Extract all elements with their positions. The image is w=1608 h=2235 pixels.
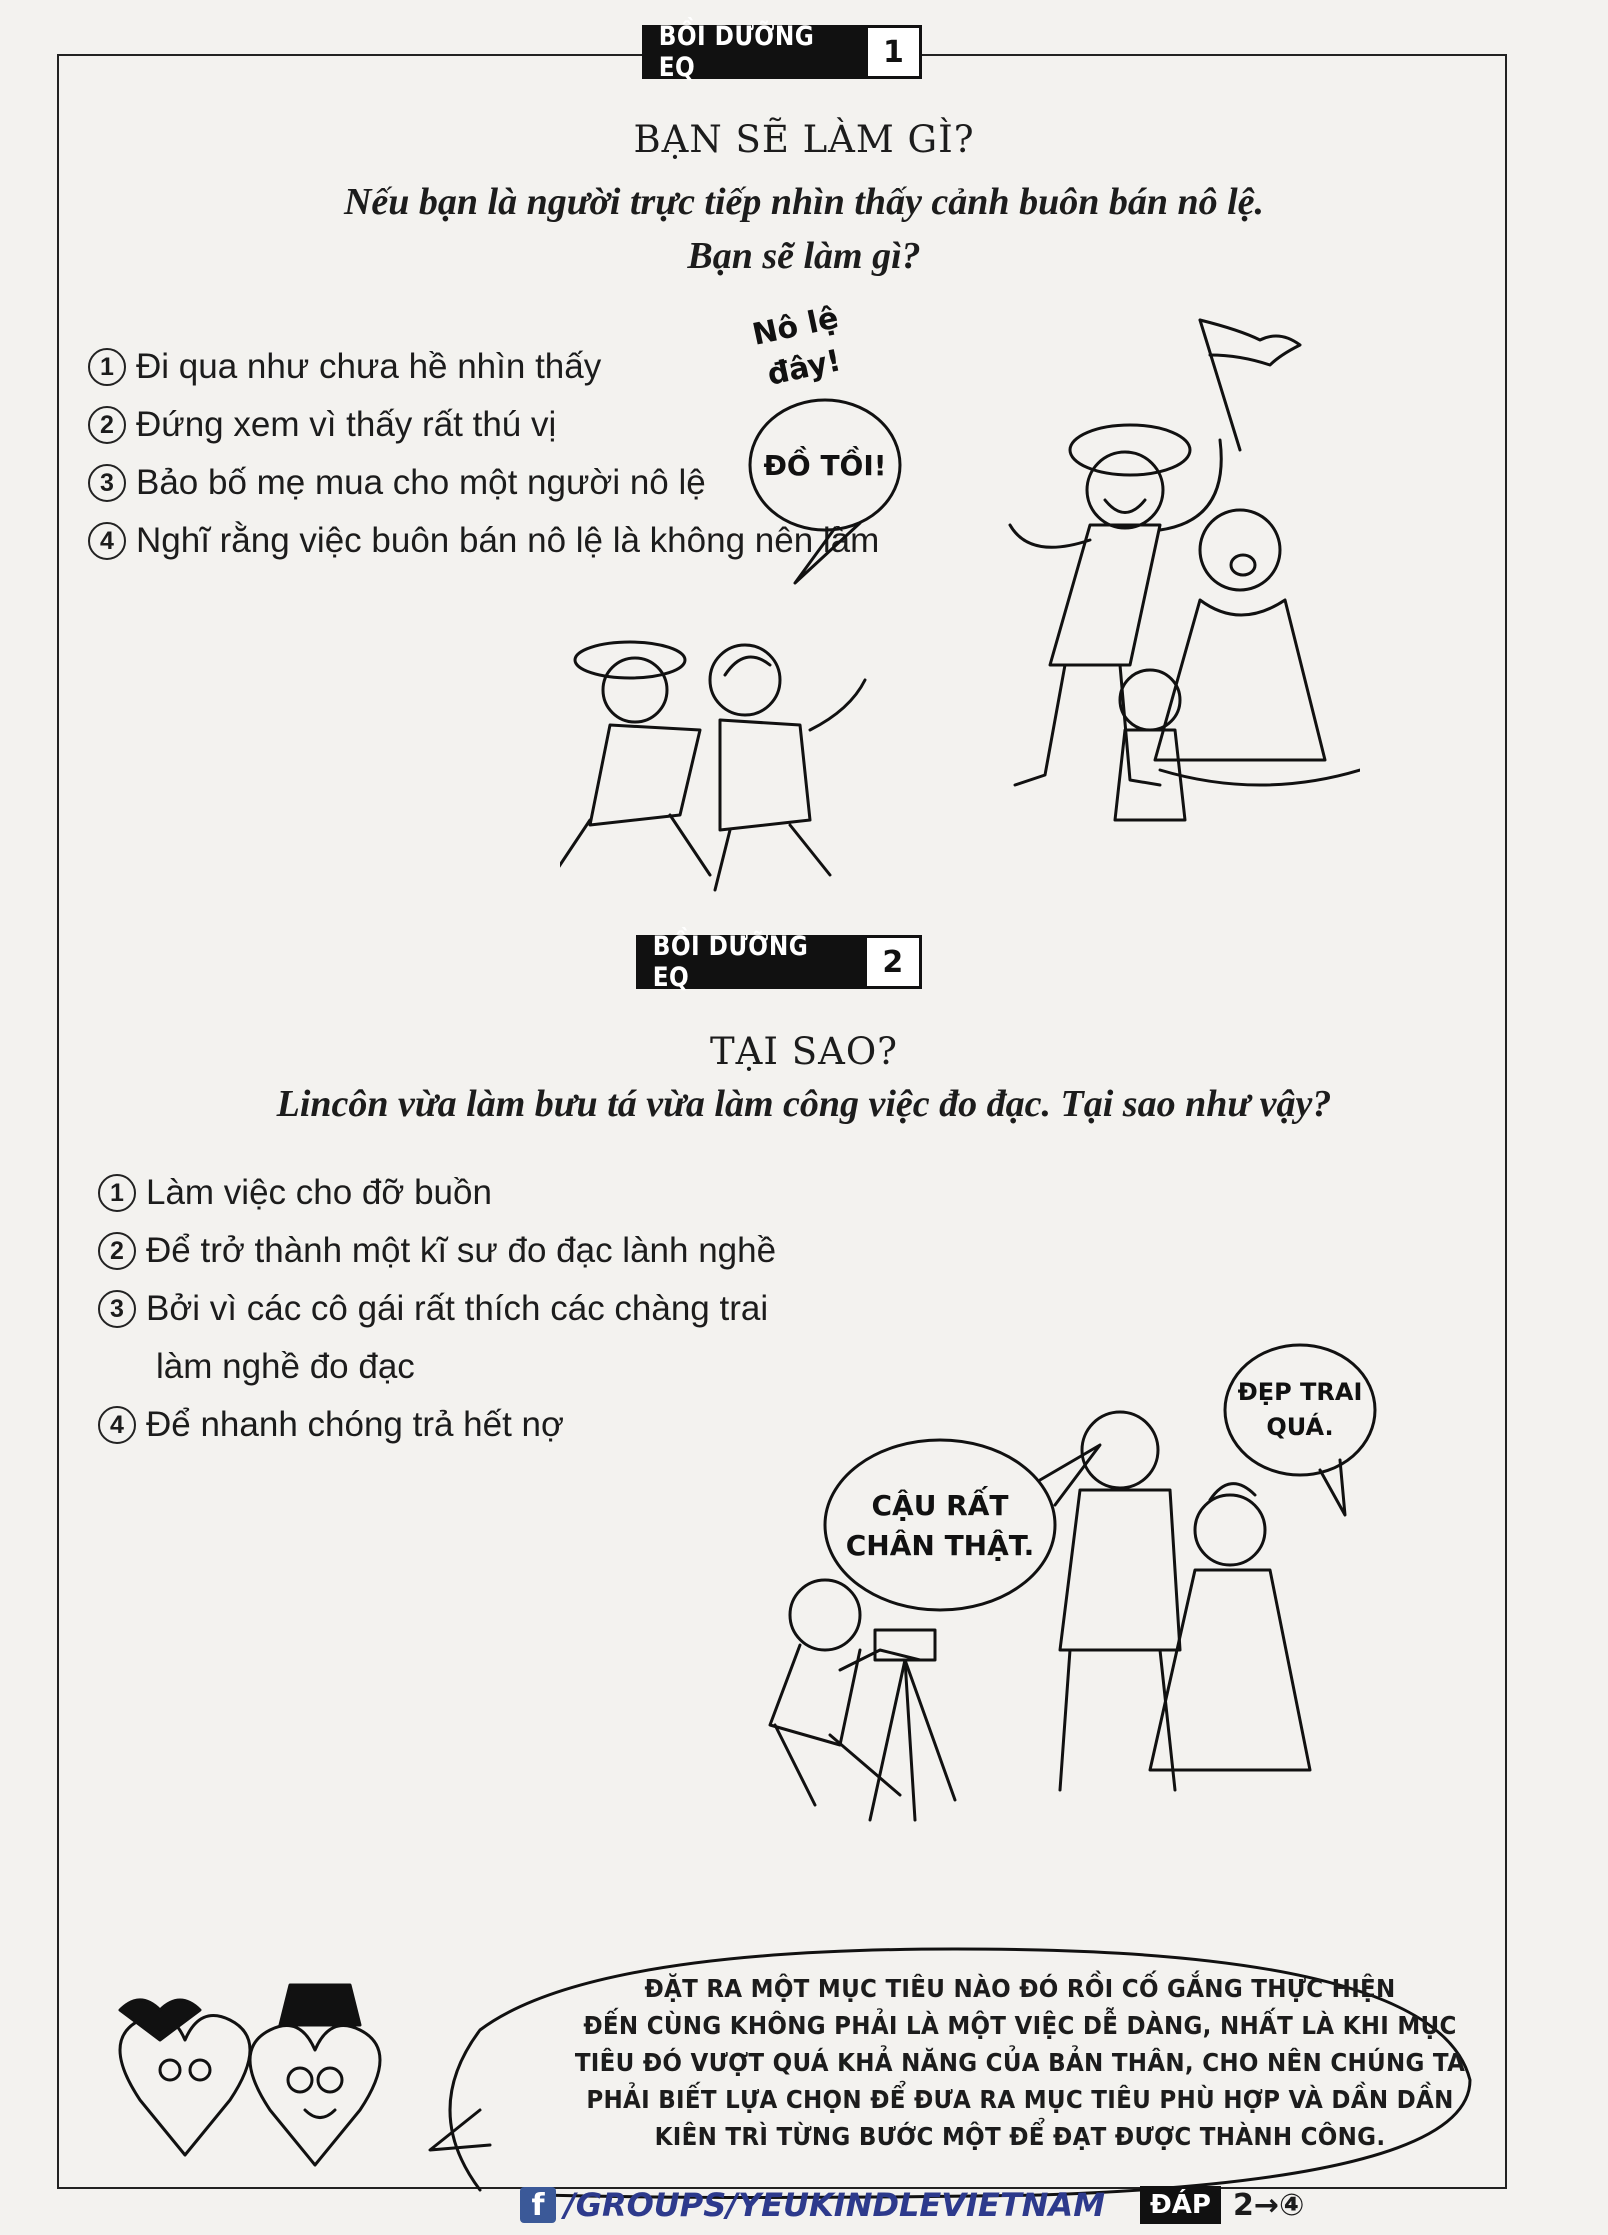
option-text: Đi qua như chưa hề nhìn thấy [136, 347, 602, 386]
section1-question-line1: Nếu bạn là người trực tiếp nhìn thấy cảnh buôn bán nô lệ. [343, 181, 1265, 223]
option-text: Bởi vì các cô gái rất thích các chàng trai [146, 1289, 769, 1328]
facebook-icon: f [520, 2187, 556, 2223]
option-number: 4 [98, 1406, 136, 1444]
section1-title: BẠN SẼ LÀM GÌ? [633, 118, 975, 161]
advice-line: PHẢI BIẾT LỰA CHỌN ĐỂ ĐƯA RA MỤC TIÊU PHÙ HỢP VÀ DẦN DẦN [586, 2085, 1454, 2114]
option-text: Làm việc cho đỡ buồn [146, 1173, 492, 1212]
tag-number: 1 [868, 28, 919, 76]
bubble-text: ĐỒ TỒI! [763, 449, 887, 482]
option-text: làm nghề đo đạc [156, 1347, 415, 1386]
answer-value: 2→④ [1232, 2187, 1305, 2223]
bubble-right-line1: ĐẸP TRAI [1237, 1378, 1363, 1406]
option-number: 4 [88, 522, 126, 560]
option-1 [98, 1164, 776, 1222]
advice-line: TIÊU ĐÓ VƯỢT QUÁ KHẢ NĂNG CỦA BẢN THÂN, CHO NÊN CHÚNG TA [574, 2048, 1466, 2077]
bubble-left-line1: CẬU RẤT [871, 1489, 1009, 1522]
option-text: Bảo bố mẹ mua cho một người nô lệ [136, 463, 706, 502]
advice-line: KIÊN TRÌ TỪNG BƯỚC MỘT ĐỂ ĐẠT ĐƯỢC THÀNH CÔNG. [654, 2122, 1386, 2151]
slave-market-comic [560, 300, 1360, 920]
option-number: 2 [98, 1232, 136, 1270]
option-3-continued [98, 1338, 776, 1396]
option-number: 3 [98, 1290, 136, 1328]
section1-question-line2: Bạn sẽ làm gì? [687, 235, 921, 277]
section2-question: Lincôn vừa làm bưu tá vừa làm công việc đo đạc. Tại sao như vậy? [276, 1083, 1332, 1125]
surveyor-comic [740, 1330, 1430, 1850]
tag-label: BỒI DƯỠNG EQ [652, 931, 809, 993]
answer-key [1140, 2186, 1304, 2224]
shout-line2: đây! [764, 343, 845, 393]
advice-text [560, 1970, 1480, 2155]
option-number: 1 [98, 1174, 136, 1212]
option-number: 2 [88, 406, 126, 444]
answer-label: ĐÁP [1140, 2186, 1221, 2224]
bubble-left-line2: CHÂN THẬT. [845, 1529, 1035, 1562]
advice-line: ĐẾN CÙNG KHÔNG PHẢI LÀ MỘT VIỆC DỄ DÀNG, NHẤT LÀ KHI MỤC [583, 2011, 1457, 2040]
tag-number: 2 [867, 938, 919, 986]
link-text: /GROUPS/YEUKINDLEVIETNAM [564, 2186, 1106, 2224]
option-text: Để trở thành một kĩ sư đo đạc lành nghề [146, 1231, 777, 1270]
option-text: Đứng xem vì thấy rất thú vị [136, 405, 557, 444]
eq-tag-2 [636, 931, 922, 993]
section2-options [98, 1164, 776, 1454]
bubble-right-line2: QUÁ. [1266, 1413, 1334, 1441]
advice-line: ĐẶT RA MỘT MỤC TIÊU NÀO ĐÓ RỒI CỐ GẮNG THỰC HIỆN [644, 1974, 1396, 2003]
shout-line1: Nô lệ [749, 300, 842, 353]
tag-label: BỒI DƯỠNG EQ [658, 21, 815, 83]
option-3 [98, 1280, 776, 1338]
option-text: Nghĩ rằng việc buôn bán nô lệ là không nên làm [136, 521, 880, 560]
option-2 [98, 1222, 776, 1280]
facebook-group-link[interactable] [520, 2186, 1105, 2224]
section2-title: TẠI SAO? [709, 1030, 898, 1073]
option-number: 1 [88, 348, 126, 386]
option-number: 3 [88, 464, 126, 502]
option-text: Để nhanh chóng trả hết nợ [146, 1405, 564, 1444]
eq-tag-1 [642, 21, 922, 83]
option-4 [98, 1396, 776, 1454]
